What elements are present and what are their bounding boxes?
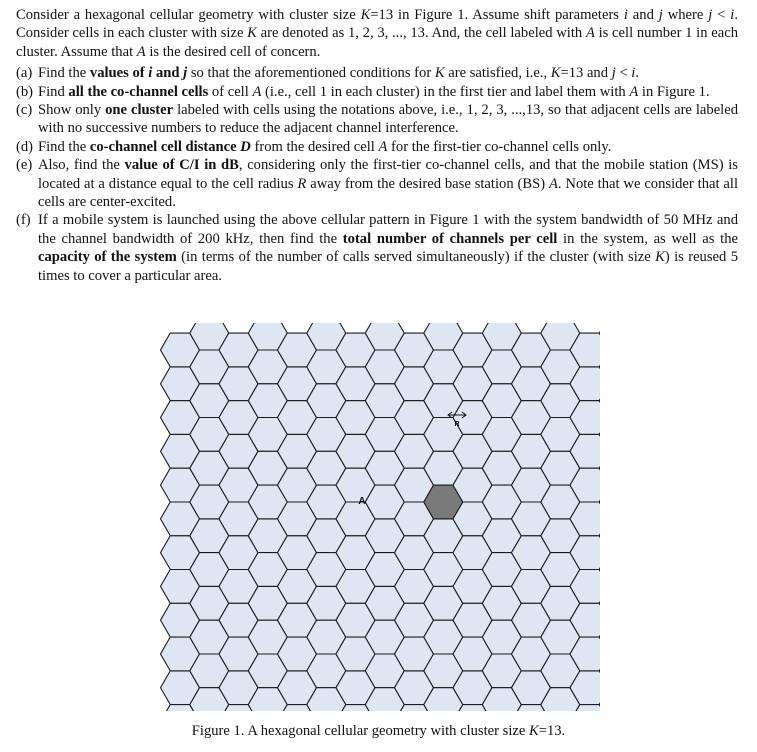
hex-grid-figure (160, 323, 600, 711)
question-label: (d) (16, 138, 34, 155)
question-d (16, 138, 738, 156)
question-label: (c) (16, 102, 33, 119)
highlighted-cell-label: A (358, 496, 366, 507)
intro-paragraph: Consider a hexagonal cellular geometry with cluster size K=13 in Figure 1. Assume shift parameters i and j where j < i. Consider cells in each cluster with size K are denoted as 1, 2, 3, ..., 13. And, the cell labeled with A is cell number 1 in each cluster. Assume that A is the desired cell of concern. (16, 7, 739, 60)
question-text: Also, find the value of C/I in dB, considering only the first-tier co-channel cells, and that the mobile station (MS) is located at a distance equal to the cell radius R away from the desired base station (BS) A. Note that we consider that all cells are center-excited. (38, 157, 738, 211)
question-text: Show only one cluster labeled with cells using the notations above, i.e., 1, 2, 3, ...,13, so that adjacent cells are labeled with no successive numbers to reduce the adjacent channel interference. (38, 102, 739, 137)
question-c (16, 101, 738, 138)
question-label: (b) (16, 83, 34, 100)
question-a (16, 64, 738, 82)
question-label: (a) (16, 65, 33, 82)
radius-label: R (454, 421, 460, 428)
hex-grid-svg (160, 323, 600, 711)
question-label: (e) (16, 157, 33, 174)
question-text: Find all the co-channel cells of cell A (i.e., cell 1 in each cluster) in the first tier and label them with A in Figure 1. (38, 83, 710, 100)
question-text: If a mobile system is launched using the above cellular pattern in Figure 1 with the system bandwidth of 50 MHz and the channel bandwidth of 200 kHz, then find the total number of channels per cell in the system, as well as the capacity of the system (in terms of the number of calls served simultaneously) if the cluster (with size K) is reused 5 times to cover a particular area. (38, 212, 738, 284)
document-body (16, 6, 738, 285)
question-e (16, 156, 738, 211)
question-f (16, 211, 738, 285)
question-list (16, 64, 738, 285)
figure-caption: Figure 1. A hexagonal cellular geometry with cluster size K=13. (191, 723, 566, 739)
question-b (16, 83, 738, 101)
question-label: (f) (16, 212, 31, 229)
question-text: Find the values of i and j so that the aforementioned conditions for K are satisfied, i.e., K=13 and j < i. (38, 65, 639, 82)
question-text: Find the co-channel cell distance D from the desired cell A for the first-tier co-channel cells only. (38, 138, 612, 155)
